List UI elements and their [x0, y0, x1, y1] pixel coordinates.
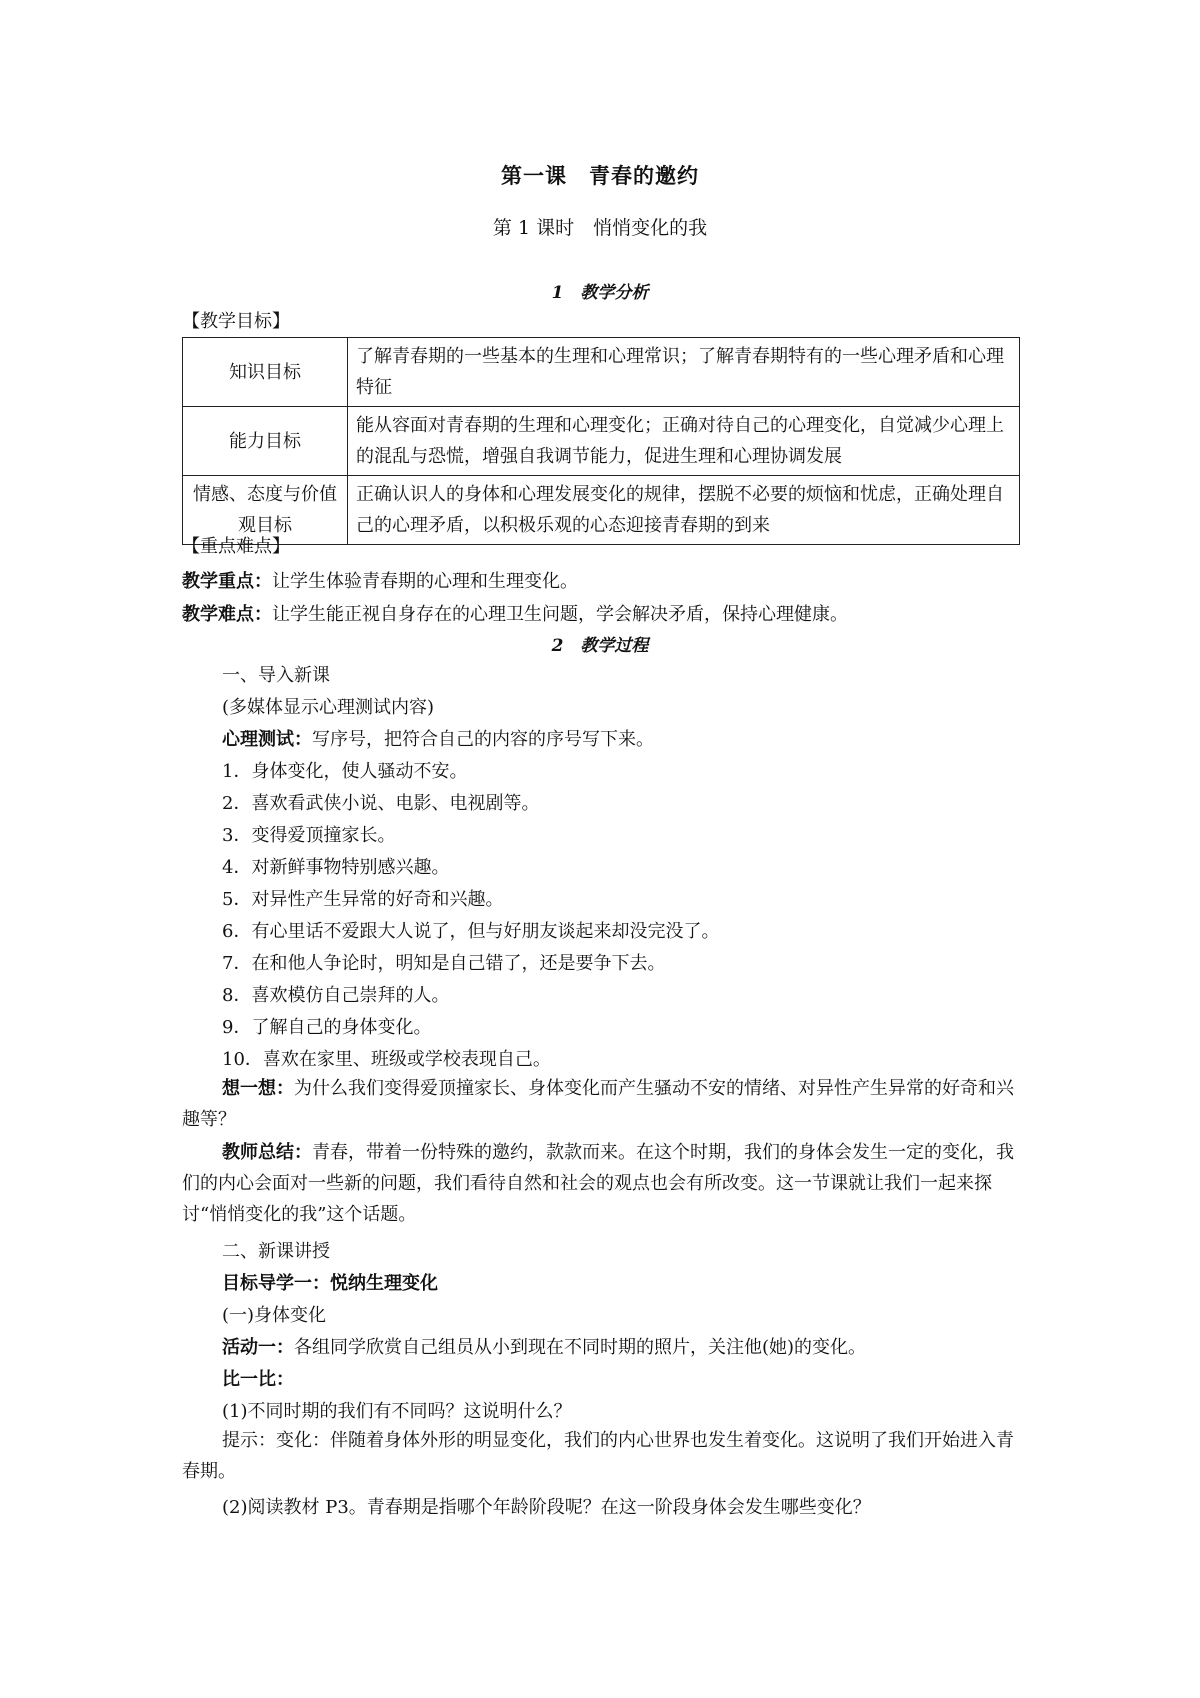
test-label: 心理测试： [222, 729, 312, 750]
lesson-subtitle: 第 1 课时 悄悄变化的我 [492, 217, 708, 239]
hint-paragraph: 提示：变化：伴随着身体外形的明显变化，我们的内心世界也发生着变化。这说明了我们开始进入青春期。 [182, 1430, 1014, 1482]
list-item: 7．在和他人争论时，明知是自己错了，还是要争下去。 [222, 953, 666, 974]
new-lesson-heading: 二、新课讲授 [222, 1241, 330, 1262]
compare-label: 比一比： [222, 1369, 294, 1390]
goal-name: 知识目标 [183, 338, 348, 407]
summary-label: 教师总结： [222, 1142, 312, 1163]
list-item: 10．喜欢在家里、班级或学校表现自己。 [222, 1049, 551, 1070]
list-item: 8．喜欢模仿自己崇拜的人。 [222, 985, 450, 1006]
question-1: (1)不同时期的我们有不同吗？这说明什么？ [222, 1401, 572, 1422]
activity-line [222, 1333, 1062, 1359]
think-label: 想一想： [222, 1078, 294, 1099]
key-point-label: 教学重点： [182, 571, 272, 592]
think-text: 为什么我们变得爱顶撞家长、身体变化而产生骚动不安的情绪、对异性产生异常的好奇和兴趣等？ [182, 1078, 1014, 1130]
list-item: 6．有心里话不爱跟大人说了，但与好朋友谈起来却没完没了。 [222, 921, 720, 942]
goal-text: 能从容面对青春期的生理和心理变化；正确对待自己的心理变化，自觉减少心理上的混乱与恐慌，增强自我调节能力，促进生理和心理协调发展 [348, 407, 1020, 476]
section-heading-analysis: 1 教学分析 [551, 283, 649, 303]
table-row [183, 407, 1020, 476]
lesson-title: 第一课 青春的邀约 [501, 164, 699, 188]
list-item: 3．变得爱顶撞家长。 [222, 825, 396, 846]
question-2: (2)阅读教材 P3。青春期是指哪个年龄阶段呢？在这一阶段身体会发生哪些变化？ [222, 1497, 871, 1518]
body-change-heading: (一)身体变化 [222, 1305, 327, 1326]
think-paragraph [182, 1073, 1022, 1135]
key-point-text: 让学生体验青春期的心理和生理变化。 [272, 571, 578, 592]
difficulty [182, 600, 1022, 626]
activity-text: 各组同学欣赏自己组员从小到现在不同时期的照片，关注他(她)的变化。 [294, 1337, 867, 1358]
list-item: 5．对异性产生异常的好奇和兴趣。 [222, 889, 504, 910]
goal-name: 能力目标 [183, 407, 348, 476]
goals-label: 【教学目标】 [182, 311, 290, 332]
list-item: 1．身体变化，使人骚动不安。 [222, 761, 468, 782]
target-heading: 目标导学一：悦纳生理变化 [222, 1273, 438, 1294]
table-row [183, 338, 1020, 407]
summary-text: 青春，带着一份特殊的邀约，款款而来。在这个时期，我们的身体会发生一定的变化，我们的内心会面对一些新的问题，我们看待自然和社会的观点也会有所改变。这一节课就让我们一起来探讨“悄悄变化的我”这个话题。 [182, 1142, 1014, 1225]
test-intro [222, 725, 1062, 751]
multimedia-note: (多媒体显示心理测试内容) [222, 697, 435, 718]
goals-table [182, 337, 1020, 545]
list-item: 2．喜欢看武侠小说、电影、电视剧等。 [222, 793, 540, 814]
key-label: 【重点难点】 [182, 536, 290, 557]
section-heading-process: 2 教学过程 [551, 636, 649, 656]
summary-paragraph [182, 1137, 1022, 1230]
list-item: 9．了解自己的身体变化。 [222, 1017, 432, 1038]
key-point [182, 567, 1022, 593]
goal-text: 了解青春期的一些基本的生理和心理常识；了解青春期特有的一些心理矛盾和心理特征 [348, 338, 1020, 407]
test-instruction: 写序号，把符合自己的内容的序号写下来。 [312, 729, 654, 750]
goal-name: 情感、态度与价值观目标 [183, 476, 348, 545]
difficulty-label: 教学难点： [182, 604, 272, 625]
table-row [183, 476, 1020, 545]
activity-label: 活动一： [222, 1337, 294, 1358]
goal-text: 正确认识人的身体和心理发展变化的规律，摆脱不必要的烦恼和忧虑，正确处理自己的心理矛盾，以积极乐观的心态迎接青春期的到来 [348, 476, 1020, 545]
list-item: 4．对新鲜事物特别感兴趣。 [222, 857, 450, 878]
difficulty-text: 让学生能正视自身存在的心理卫生问题，学会解决矛盾，保持心理健康。 [272, 604, 848, 625]
intro-heading: 一、导入新课 [222, 665, 330, 686]
